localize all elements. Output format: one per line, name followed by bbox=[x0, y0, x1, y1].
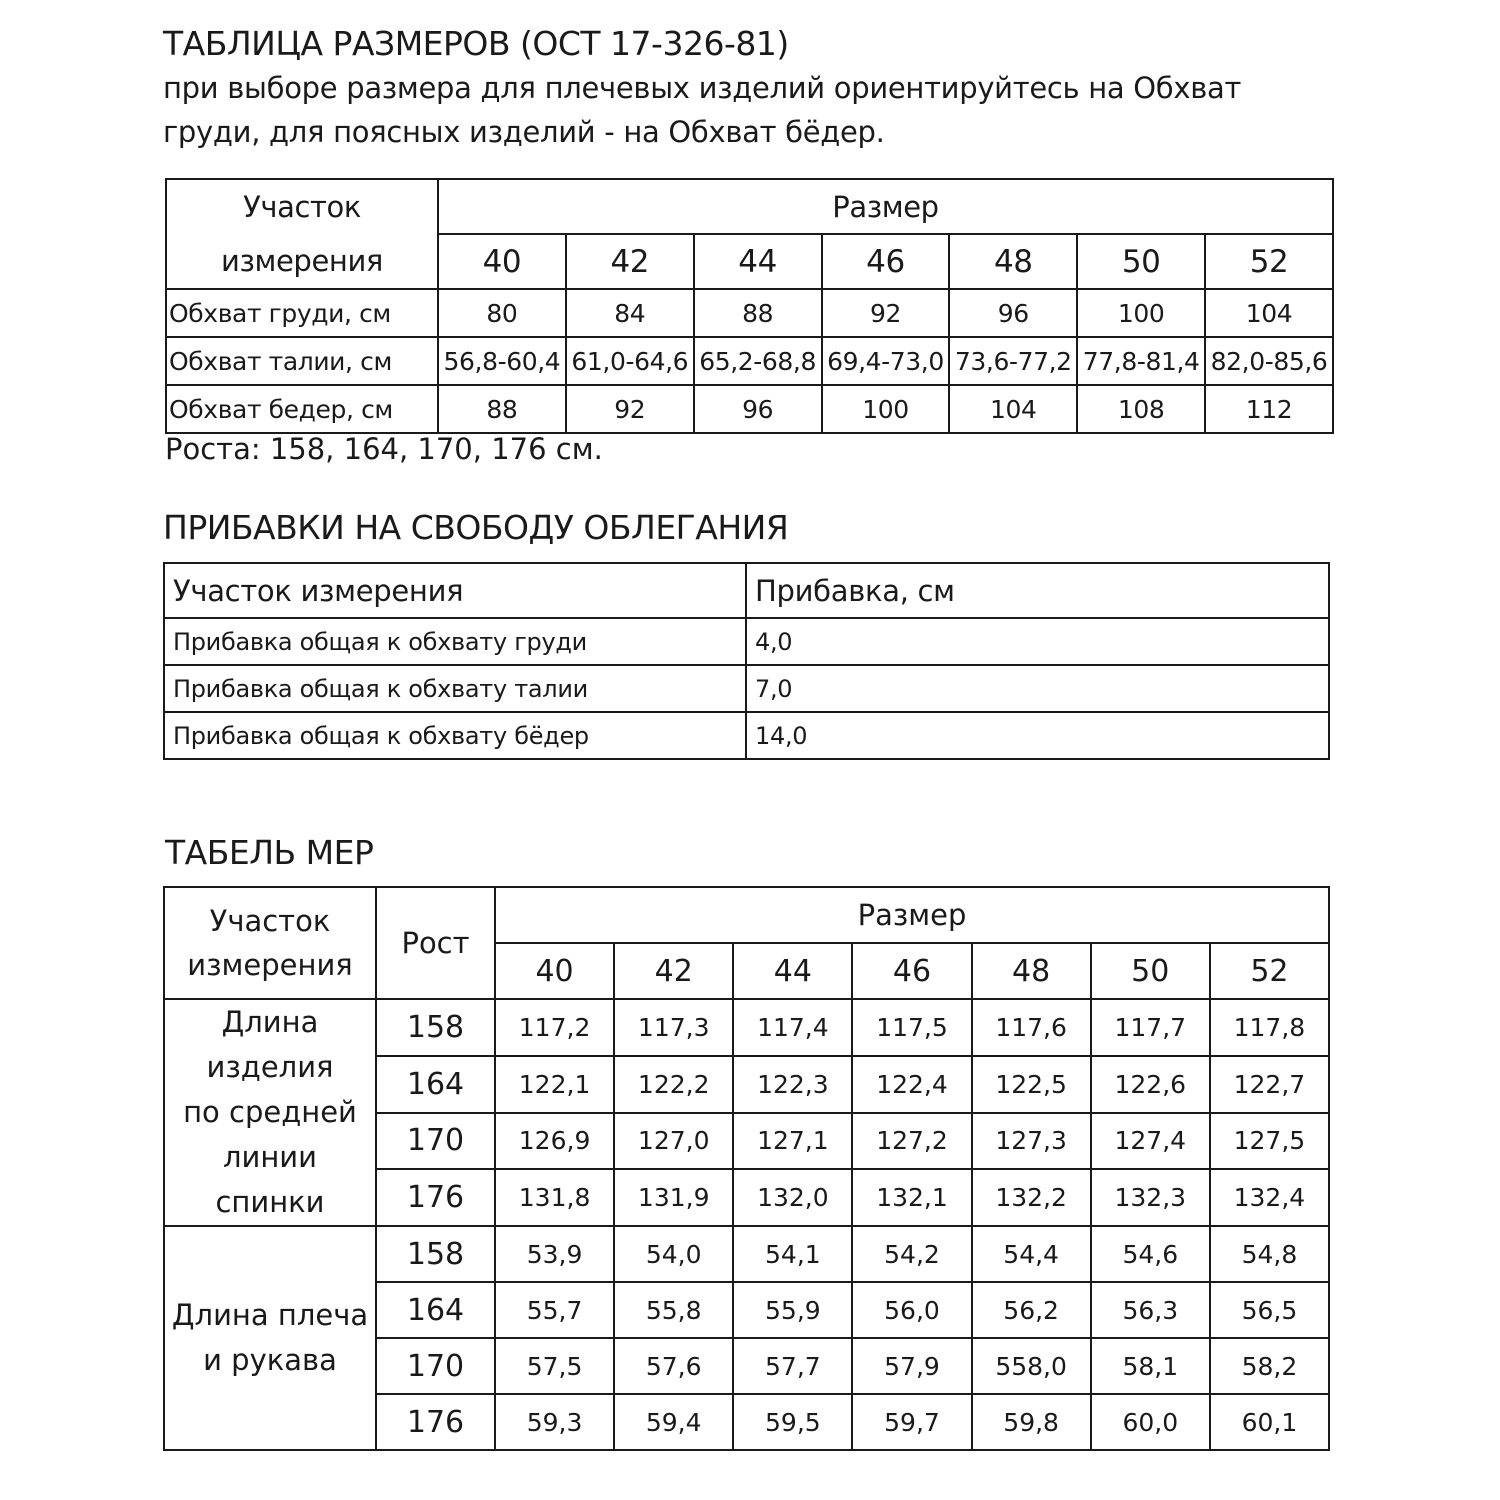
size-header-cell: 44 bbox=[733, 943, 852, 999]
value-cell: 77,8-81,4 bbox=[1077, 337, 1205, 385]
value-cell: 132,2 bbox=[972, 1169, 1091, 1226]
value-cell: 53,9 bbox=[495, 1226, 614, 1282]
value-cell: 117,7 bbox=[1091, 999, 1210, 1056]
value-cell: 56,5 bbox=[1210, 1282, 1329, 1338]
value-cell: 104 bbox=[949, 385, 1077, 433]
table-row bbox=[164, 712, 1329, 759]
value-cell: 96 bbox=[694, 385, 822, 433]
height-cell: 158 bbox=[376, 999, 495, 1056]
header-area-line1: Участок bbox=[209, 904, 331, 938]
value-cell: 132,1 bbox=[852, 1169, 971, 1226]
value-cell: 54,2 bbox=[852, 1226, 971, 1282]
value-cell: 122,7 bbox=[1210, 1056, 1329, 1113]
value-cell: 88 bbox=[694, 289, 822, 337]
value-cell: 117,5 bbox=[852, 999, 971, 1056]
value-cell: 104 bbox=[1205, 289, 1333, 337]
value-cell: 80 bbox=[438, 289, 566, 337]
sizes-subtitle-line2: груди, для поясных изделий - на Обхват бёдер. bbox=[163, 115, 885, 149]
table-row bbox=[166, 337, 1333, 385]
size-header-cell: 52 bbox=[1205, 234, 1333, 289]
group-label-line: линии bbox=[222, 1140, 318, 1174]
group-label bbox=[164, 1226, 376, 1450]
header-measurement-area bbox=[166, 179, 438, 289]
value-cell: 54,8 bbox=[1210, 1226, 1329, 1282]
value-cell: 59,8 bbox=[972, 1394, 1091, 1450]
value-cell: 58,1 bbox=[1091, 1338, 1210, 1394]
value-cell: 131,9 bbox=[614, 1169, 733, 1226]
sizes-table-subtitle bbox=[163, 66, 1241, 154]
table-row bbox=[164, 665, 1329, 712]
value-cell: 127,2 bbox=[852, 1113, 971, 1170]
value-cell: 122,3 bbox=[733, 1056, 852, 1113]
value-cell: 14,0 bbox=[746, 712, 1329, 759]
value-cell: 59,7 bbox=[852, 1394, 971, 1450]
group-label bbox=[164, 999, 376, 1226]
value-cell: 54,4 bbox=[972, 1226, 1091, 1282]
value-cell: 132,0 bbox=[733, 1169, 852, 1226]
height-cell: 170 bbox=[376, 1338, 495, 1394]
header-height: Рост bbox=[376, 887, 495, 999]
value-cell: 55,8 bbox=[614, 1282, 733, 1338]
value-cell: 54,0 bbox=[614, 1226, 733, 1282]
sizes-table bbox=[165, 178, 1334, 434]
value-cell: 59,3 bbox=[495, 1394, 614, 1450]
row-label: Обхват груди, см bbox=[166, 289, 438, 337]
height-cell: 176 bbox=[376, 1169, 495, 1226]
header-area-line2: измерения bbox=[221, 244, 383, 278]
value-cell: 126,9 bbox=[495, 1113, 614, 1170]
row-label: Прибавка общая к обхвату груди bbox=[164, 618, 746, 665]
height-cell: 170 bbox=[376, 1113, 495, 1170]
table-row bbox=[166, 385, 1333, 433]
value-cell: 100 bbox=[1077, 289, 1205, 337]
value-cell: 59,4 bbox=[614, 1394, 733, 1450]
size-header-cell: 44 bbox=[694, 234, 822, 289]
group-label-line: по средней bbox=[183, 1095, 357, 1129]
size-header-cell: 46 bbox=[822, 234, 950, 289]
height-cell: 164 bbox=[376, 1056, 495, 1113]
size-header-cell: 50 bbox=[1091, 943, 1210, 999]
value-cell: 69,4-73,0 bbox=[822, 337, 950, 385]
value-cell: 92 bbox=[566, 385, 694, 433]
value-cell: 122,1 bbox=[495, 1056, 614, 1113]
value-cell: 88 bbox=[438, 385, 566, 433]
size-header-cell: 52 bbox=[1210, 943, 1329, 999]
row-label: Обхват талии, см bbox=[166, 337, 438, 385]
table-row bbox=[164, 999, 1329, 1056]
value-cell: 117,6 bbox=[972, 999, 1091, 1056]
value-cell: 108 bbox=[1077, 385, 1205, 433]
value-cell: 65,2-68,8 bbox=[694, 337, 822, 385]
row-label: Обхват бедер, см bbox=[166, 385, 438, 433]
size-header-cell: 42 bbox=[614, 943, 733, 999]
size-header-cell: 40 bbox=[495, 943, 614, 999]
value-cell: 54,1 bbox=[733, 1226, 852, 1282]
value-cell: 82,0-85,6 bbox=[1205, 337, 1333, 385]
value-cell: 73,6-77,2 bbox=[949, 337, 1077, 385]
value-cell: 127,5 bbox=[1210, 1113, 1329, 1170]
size-header-cell: 42 bbox=[566, 234, 694, 289]
value-cell: 122,2 bbox=[614, 1056, 733, 1113]
value-cell: 122,4 bbox=[852, 1056, 971, 1113]
size-header-cell: 48 bbox=[949, 234, 1077, 289]
header-area-line2: измерения bbox=[187, 948, 353, 982]
value-cell: 57,5 bbox=[495, 1338, 614, 1394]
value-cell: 112 bbox=[1205, 385, 1333, 433]
value-cell: 127,4 bbox=[1091, 1113, 1210, 1170]
height-cell: 158 bbox=[376, 1226, 495, 1282]
value-cell: 96 bbox=[949, 289, 1077, 337]
value-cell: 117,3 bbox=[614, 999, 733, 1056]
header-size: Размер bbox=[495, 887, 1329, 943]
table-row bbox=[164, 1226, 1329, 1282]
row-label: Прибавка общая к обхвату талии bbox=[164, 665, 746, 712]
allowances-header-row bbox=[164, 563, 1329, 618]
value-cell: 558,0 bbox=[972, 1338, 1091, 1394]
measures-table bbox=[163, 886, 1330, 1451]
group-label-line: изделия bbox=[206, 1050, 334, 1084]
size-header-cell: 50 bbox=[1077, 234, 1205, 289]
value-cell: 117,8 bbox=[1210, 999, 1329, 1056]
sizes-table-title: ТАБЛИЦА РАЗМЕРОВ (ОСТ 17-326-81) bbox=[163, 24, 789, 63]
table-row bbox=[166, 289, 1333, 337]
value-cell: 4,0 bbox=[746, 618, 1329, 665]
header-size: Размер bbox=[438, 179, 1333, 234]
value-cell: 100 bbox=[822, 385, 950, 433]
height-cell: 164 bbox=[376, 1282, 495, 1338]
value-cell: 56,2 bbox=[972, 1282, 1091, 1338]
value-cell: 58,2 bbox=[1210, 1338, 1329, 1394]
value-cell: 55,9 bbox=[733, 1282, 852, 1338]
size-header-cell: 48 bbox=[972, 943, 1091, 999]
value-cell: 127,0 bbox=[614, 1113, 733, 1170]
value-cell: 57,9 bbox=[852, 1338, 971, 1394]
table-row bbox=[164, 618, 1329, 665]
value-cell: 122,6 bbox=[1091, 1056, 1210, 1113]
value-cell: 57,7 bbox=[733, 1338, 852, 1394]
size-header-cell: 40 bbox=[438, 234, 566, 289]
measures-table-title: ТАБЕЛЬ МЕР bbox=[165, 833, 374, 872]
header-allowance: Прибавка, см bbox=[746, 563, 1329, 618]
value-cell: 60,1 bbox=[1210, 1394, 1329, 1450]
size-header-cell: 46 bbox=[852, 943, 971, 999]
value-cell: 56,0 bbox=[852, 1282, 971, 1338]
allowances-table-title: ПРИБАВКИ НА СВОБОДУ ОБЛЕГАНИЯ bbox=[163, 508, 789, 547]
value-cell: 61,0-64,6 bbox=[566, 337, 694, 385]
sizes-subtitle-line1: при выборе размера для плечевых изделий ориентируйтесь на Обхват bbox=[163, 71, 1242, 105]
value-cell: 55,7 bbox=[495, 1282, 614, 1338]
value-cell: 122,5 bbox=[972, 1056, 1091, 1113]
header-measurement-area bbox=[164, 887, 376, 999]
group-label-line: и рукава bbox=[203, 1343, 337, 1377]
heights-note: Роста: 158, 164, 170, 176 см. bbox=[165, 432, 603, 466]
value-cell: 131,8 bbox=[495, 1169, 614, 1226]
header-area-line1: Участок bbox=[243, 190, 361, 224]
value-cell: 84 bbox=[566, 289, 694, 337]
value-cell: 92 bbox=[822, 289, 950, 337]
value-cell: 54,6 bbox=[1091, 1226, 1210, 1282]
value-cell: 127,1 bbox=[733, 1113, 852, 1170]
header-measurement-area: Участок измерения bbox=[164, 563, 746, 618]
value-cell: 56,3 bbox=[1091, 1282, 1210, 1338]
value-cell: 7,0 bbox=[746, 665, 1329, 712]
value-cell: 59,5 bbox=[733, 1394, 852, 1450]
row-label: Прибавка общая к обхвату бёдер bbox=[164, 712, 746, 759]
value-cell: 60,0 bbox=[1091, 1394, 1210, 1450]
value-cell: 127,3 bbox=[972, 1113, 1091, 1170]
value-cell: 57,6 bbox=[614, 1338, 733, 1394]
value-cell: 132,3 bbox=[1091, 1169, 1210, 1226]
value-cell: 117,4 bbox=[733, 999, 852, 1056]
value-cell: 56,8-60,4 bbox=[438, 337, 566, 385]
height-cell: 176 bbox=[376, 1394, 495, 1450]
value-cell: 117,2 bbox=[495, 999, 614, 1056]
group-label-line: Длина плеча bbox=[171, 1298, 369, 1332]
group-label-line: Длина bbox=[221, 1005, 319, 1039]
group-label-line: спинки bbox=[215, 1185, 325, 1219]
value-cell: 132,4 bbox=[1210, 1169, 1329, 1226]
allowances-table bbox=[163, 562, 1330, 760]
